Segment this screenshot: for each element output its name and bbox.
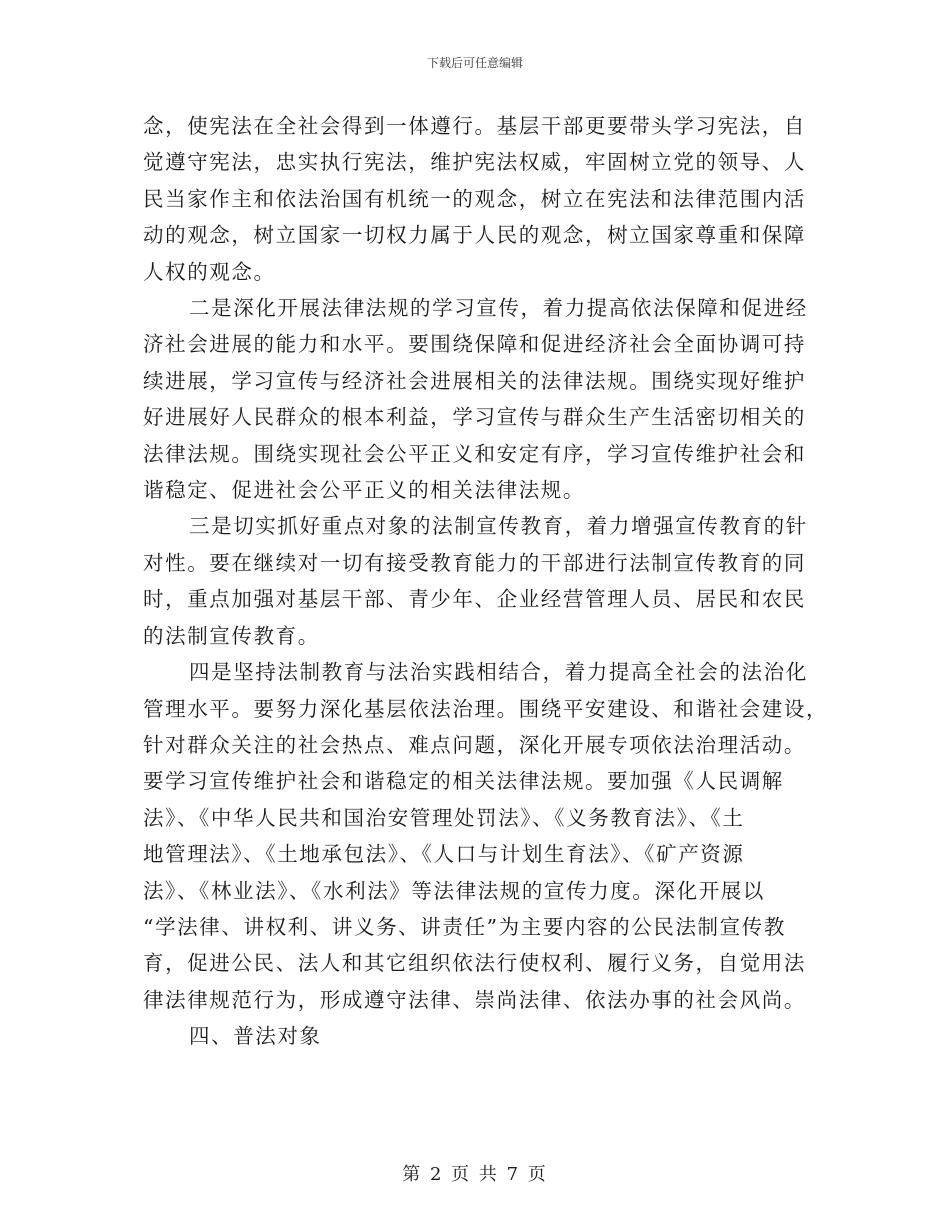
text-line: 四是坚持法制教育与法治实践相结合，着力提高全社会的法治化	[189, 660, 808, 685]
text-line: 育，促进公民、法人和其它组织依法行使权利、履行义务，自觉用法	[143, 951, 806, 976]
text-line: 地管理法》、《土地承包法》、《人口与计划生育法》、《矿产资源	[143, 842, 745, 867]
text-line: 二是深化开展法律法规的学习宣传，着力提高依法保障和促进经	[189, 296, 808, 321]
text-line: 针对群众关注的社会热点、难点问题，深化开展专项依法治理活动。	[143, 732, 806, 757]
paragraph-two	[143, 290, 807, 508]
text-line: 念，使宪法在全社会得到一体遵行。基层干部更要带头学习宪法，自	[143, 114, 806, 138]
section-heading	[143, 1018, 807, 1054]
text-line: 法》、《中华人民共和国治安管理处罚法》、《义务教育法》、《土	[143, 805, 745, 830]
text-line: 续进展，学习宣传与经济社会进展相关的法律法规。围绕实现好维护	[143, 368, 806, 393]
text-line: 对性。要在继续对一切有接受教育能力的干部进行法制宣传教育的同	[143, 550, 806, 575]
text-line: 谐稳定、促进社会公平正义的相关法律法规。	[143, 478, 585, 503]
page-header: 下载后可任意编辑	[426, 56, 523, 70]
text-line: “学法律、讲权利、讲义务、讲责任”为主要内容的公民法制宣传教	[143, 914, 786, 939]
page-number-footer: 第 2 页 共 7 页	[402, 1164, 548, 1185]
text-line: 法》、《林业法》、《水利法》等法律法规的宣传力度。深化开展以	[143, 878, 765, 903]
text-line: 人权的观念。	[143, 259, 276, 284]
text-line: 时，重点加强对基层干部、青少年、企业经营管理人员、居民和农民	[143, 587, 806, 612]
paragraph-four	[143, 654, 829, 1018]
text-line: 民当家作主和依法治国有机统一的观念，树立在宪法和法律范围内活	[143, 186, 806, 211]
text-line: 要学习宣传维护社会和谐稳定的相关法律法规。要加强《人民调解	[143, 769, 784, 794]
text-line: 觉遵守宪法，忠实执行宪法，维护宪法权威，牢固树立党的领导、人	[143, 150, 806, 175]
text-line: 动的观念，树立国家一切权力属于人民的观念，树立国家尊重和保障	[143, 223, 806, 248]
text-line: 济社会进展的能力和水平。要围绕保障和促进经济社会全面协调可持	[143, 332, 806, 357]
text-line: 律法律规范行为，形成遵守法律、崇尚法律、依法办事的社会风尚。	[143, 987, 806, 1012]
text-line: 好进展好人民群众的根本利益，学习宣传与群众生产生活密切相关的	[143, 405, 806, 430]
text-line: 法律法规。围绕实现社会公平正义和安定有序，学习宣传维护社会和	[143, 441, 806, 466]
document-body	[143, 108, 829, 1055]
heading-text: 四、普法对象	[189, 1024, 322, 1049]
text-line: 三是切实抓好重点对象的法制宣传教育，着力增强宣传教育的针	[189, 514, 808, 539]
paragraph-three	[143, 508, 807, 654]
text-line: 管理水平。要努力深化基层依法治理。围绕平安建设、和谐社会建设，	[143, 696, 829, 721]
paragraph-continuation	[143, 108, 807, 290]
text-line: 的法制宣传教育。	[143, 623, 320, 648]
